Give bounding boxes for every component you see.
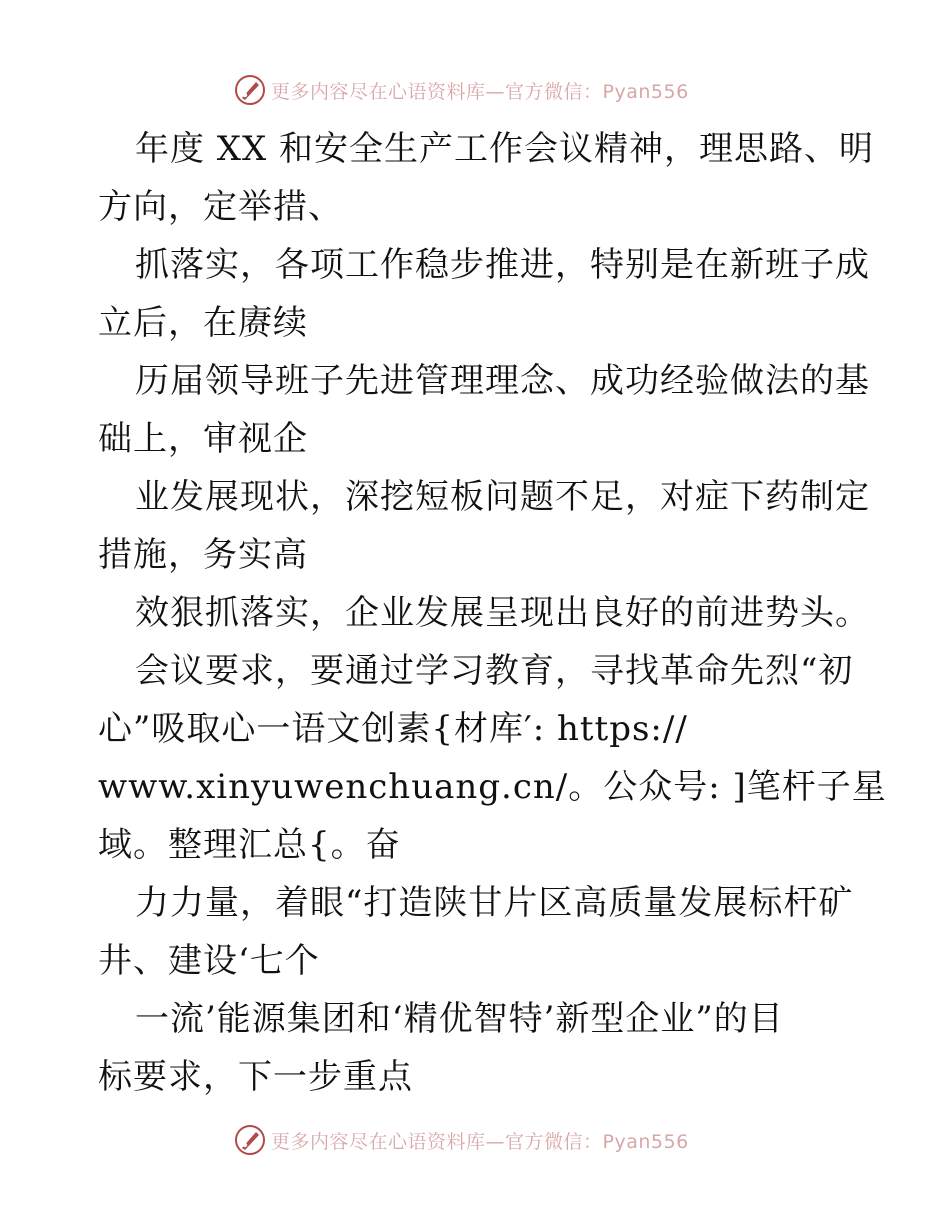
text-line: 础上，审视企 xyxy=(98,419,308,459)
text-line: 力力量，着眼“打造陕甘片区高质量发展标杆矿 xyxy=(135,883,854,923)
text-line: 方向，定举措、 xyxy=(98,187,343,227)
text-line: www.xinyuwenchuang.cn/。公众号: ]笔杆子星 xyxy=(98,767,887,807)
text-line: 井、建设‘七个 xyxy=(98,941,320,981)
text-line: 一流’能源集团和‘精优智特’新型企业”的目 xyxy=(135,999,784,1039)
pen-logo-icon xyxy=(233,73,267,107)
pen-logo-icon xyxy=(233,1123,267,1157)
text-line: 效狠抓落实，企业发展呈现出良好的前进势头。 xyxy=(135,593,870,633)
header-banner-text: 更多内容尽在心语资料库—官方微信：Pyan556 xyxy=(271,80,689,103)
text-line: 标要求，下一步重点 xyxy=(98,1057,413,1097)
text-line: 会议要求，要通过学习教育，寻找革命先烈“初 xyxy=(135,651,854,691)
text-line: 历届领导班子先进管理理念、成功经验做法的基 xyxy=(135,361,870,401)
footer-banner-text: 更多内容尽在心语资料库—官方微信：Pyan556 xyxy=(271,1130,689,1153)
text-line: 抓落实，各项工作稳步推进，特别是在新班子成 xyxy=(135,245,870,285)
text-line: 年度 XX 和安全生产工作会议精神，理思路、明 xyxy=(135,129,875,169)
text-line: 措施，务实高 xyxy=(98,535,308,575)
text-line: 域。整理汇总{。奋 xyxy=(98,825,401,865)
text-line: 业发展现状，深挖短板问题不足，对症下药制定 xyxy=(135,477,870,517)
text-line: 立后，在赓续 xyxy=(98,303,308,343)
text-line: 心”吸取心一语文创素{材库′: https:// xyxy=(98,709,688,749)
header-banner xyxy=(233,70,689,110)
footer-banner xyxy=(233,1120,689,1160)
document-body xyxy=(98,120,887,1106)
